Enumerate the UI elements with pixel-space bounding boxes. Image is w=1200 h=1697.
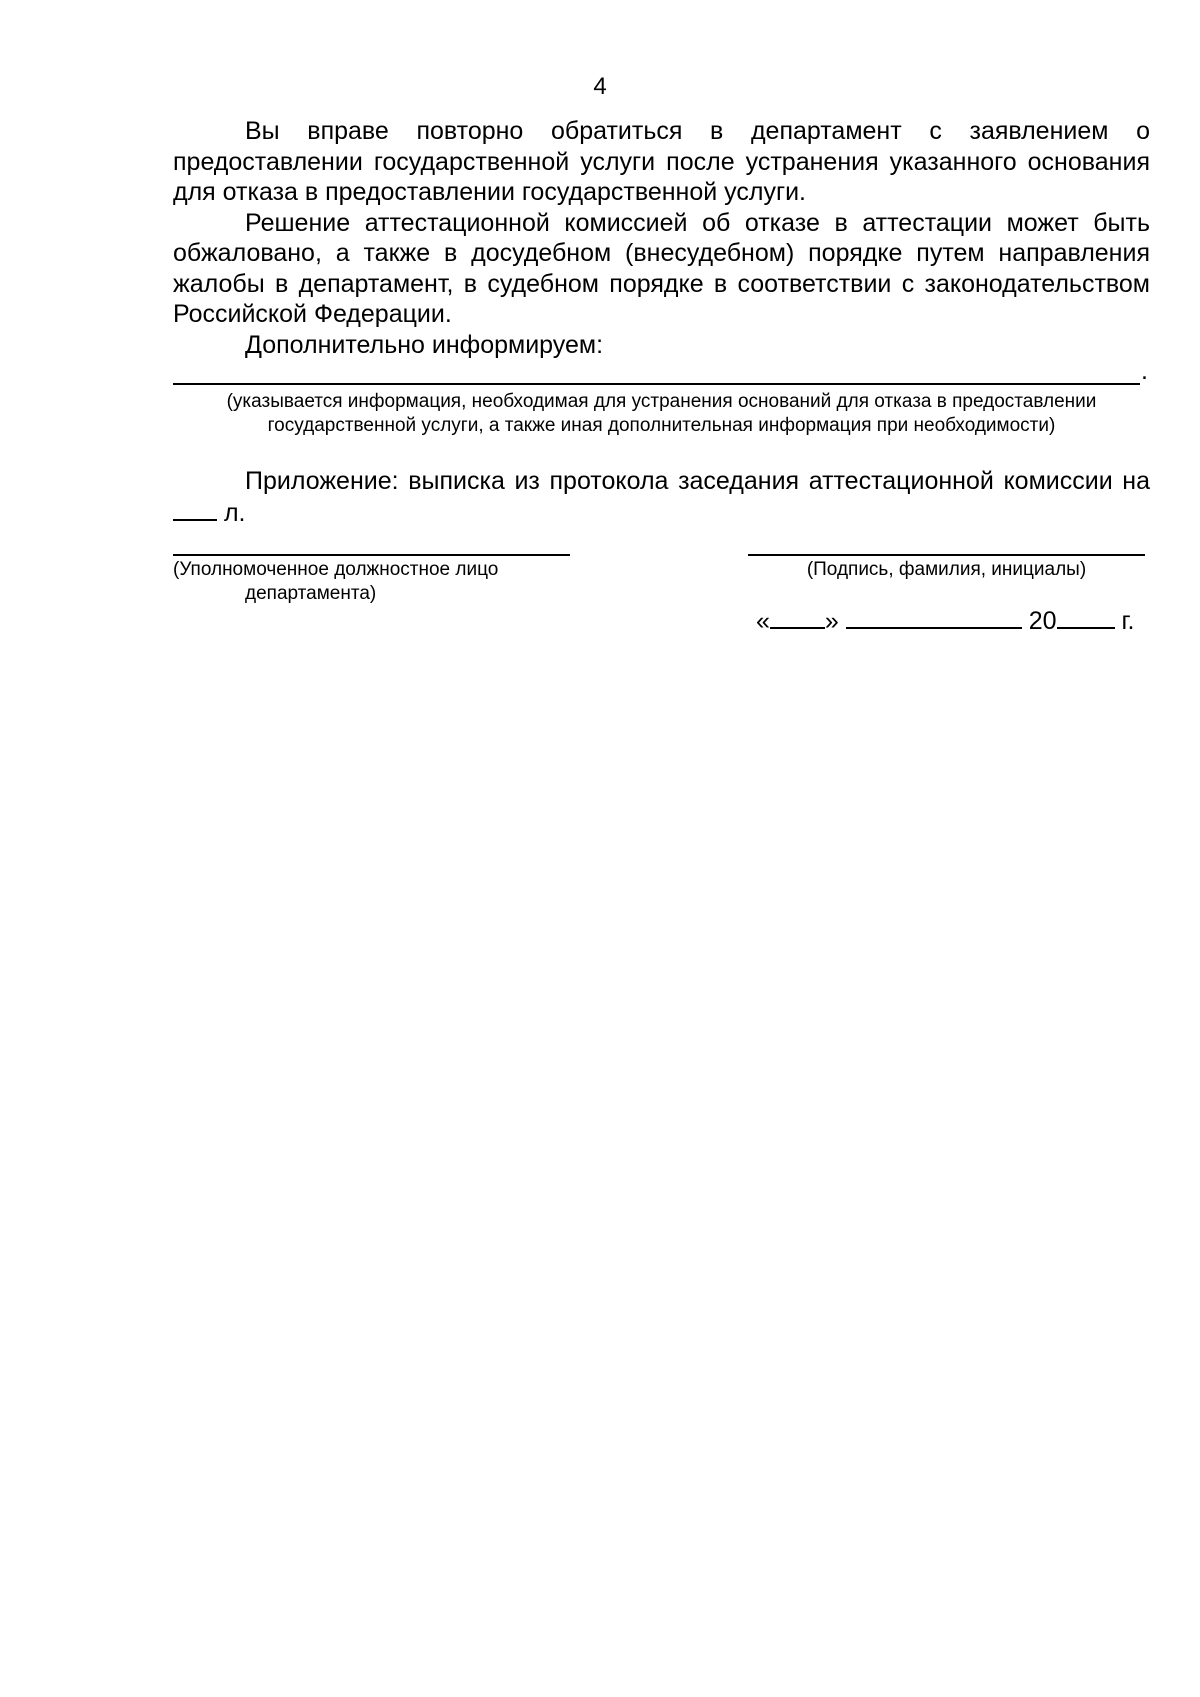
attachment-text: Приложение: выписка из протокола заседания аттестационной комиссии на	[245, 467, 1150, 495]
hint-line-2: государственной услуги, а также иная дополнительная информация при необходимости)	[267, 415, 1056, 436]
page-number: 4	[593, 73, 607, 100]
additional-info-period: .	[1141, 357, 1148, 385]
official-caption	[173, 558, 573, 606]
sheet-count-blank	[173, 497, 217, 521]
year-suffix: г.	[1121, 607, 1135, 635]
paragraph-additional-info: Дополнительно информируем:	[245, 330, 604, 359]
date-field	[756, 604, 1152, 636]
official-caption-line-2: департамента)	[245, 583, 377, 604]
paragraph-reapply: Вы вправе повторно обратиться в департамент с заявлением о предоставлении государственной услуги после устранения указанного основания для отказа в предоставлении государственной услуги.	[173, 117, 1150, 206]
month-blank	[846, 604, 1022, 629]
year-blank	[1057, 604, 1115, 629]
signature-name-line	[748, 554, 1145, 556]
paragraph-appeal: Решение аттестационной комиссией об отказе в аттестации может быть обжаловано, а также в досудебном (внесудебном) порядке путем направления жалобы в департамент, в судебном порядке в соответствии с законодательством Российской Федерации.	[173, 208, 1150, 328]
signature-caption: (Подпись, фамилия, инициалы)	[806, 559, 1087, 580]
official-caption-line-1: (Уполномоченное должностное лицо	[173, 559, 499, 580]
hint-line-1: (указывается информация, необходимая для устранения оснований для отказа в предоставлении	[226, 391, 1097, 412]
year-prefix: 20	[1028, 607, 1057, 635]
letter-body	[173, 116, 1150, 360]
day-blank	[770, 604, 825, 629]
date-open-quote: «	[756, 607, 770, 635]
additional-info-fill-line	[173, 383, 1140, 385]
attachment-note	[173, 466, 1150, 529]
date-close-quote: »	[824, 607, 839, 635]
attachment-suffix: л.	[223, 499, 246, 527]
official-signature-line	[173, 554, 570, 556]
additional-info-hint	[173, 390, 1150, 438]
